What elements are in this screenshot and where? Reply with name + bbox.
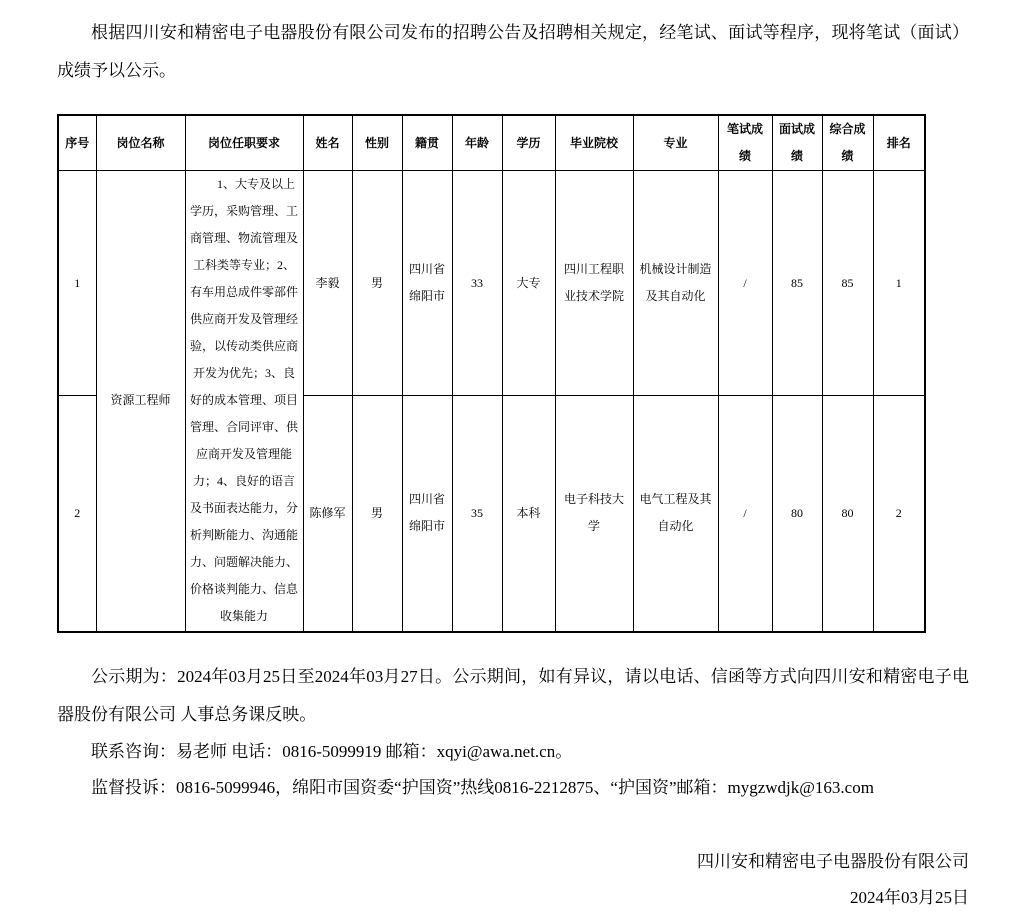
- col-header-name: 姓名: [303, 115, 352, 171]
- col-header-interview-score: 面试成绩: [772, 115, 822, 171]
- col-header-seq: 序号: [58, 115, 96, 171]
- cell-position-name: 资源工程师: [96, 171, 185, 632]
- cell-name: 陈修军: [303, 396, 352, 632]
- cell-school: 电子科技大学: [555, 396, 633, 632]
- signature-date: 2024年03月25日: [850, 887, 969, 907]
- cell-major: 机械设计制造及其自动化: [633, 171, 718, 396]
- col-header-hometown: 籍贯: [402, 115, 452, 171]
- cell-written-score: /: [718, 396, 772, 632]
- cell-seq: 2: [58, 396, 96, 632]
- results-table: [57, 114, 926, 633]
- cell-education: 本科: [502, 396, 555, 632]
- col-header-education: 学历: [502, 115, 555, 171]
- col-header-position: 岗位名称: [96, 115, 185, 171]
- table-row: [58, 171, 925, 396]
- cell-seq: 1: [58, 171, 96, 396]
- col-header-overall-score: 综合成绩: [822, 115, 873, 171]
- cell-name: 李毅: [303, 171, 352, 396]
- cell-hometown: 四川省绵阳市: [402, 396, 452, 632]
- col-header-written-score: 笔试成绩: [718, 115, 772, 171]
- cell-rank: 1: [873, 171, 925, 396]
- cell-overall-score: 80: [822, 396, 873, 632]
- col-header-school: 毕业院校: [555, 115, 633, 171]
- cell-major: 电气工程及其自动化: [633, 396, 718, 632]
- signature-company: 四川安和精密电子电器股份有限公司: [697, 851, 969, 871]
- cell-requirements: 1、大专及以上学历，采购管理、工商管理、物流管理及工科类等专业；2、有车用总成件零部件供应商开发及管理经验，以传动类供应商开发为优先；3、良好的成本管理、项目管理、合同评审、供应商开发及管理能力；4、良好的语言及书面表达能力，分析判断能力、沟通能力、问题解决能力、价格谈判能力、信息收集能力: [185, 171, 303, 632]
- public-notice-period-paragraph: 公示期为：2024年03月25日至2024年03月27日。公示期间，如有异议，请以电话、信函等方式向四川安和精密电子电器股份有限公司 人事总务课反映。: [57, 666, 969, 724]
- cell-gender: 男: [352, 396, 402, 632]
- cell-school: 四川工程职业技术学院: [555, 171, 633, 396]
- cell-written-score: /: [718, 171, 772, 396]
- col-header-age: 年龄: [452, 115, 502, 171]
- supervision-info-line: 监督投诉：0816-5099946，绵阳市国资委“护国资”热线0816-2212875、“护国资”邮箱：mygzwdjk@163.com: [91, 777, 874, 797]
- cell-education: 大专: [502, 171, 555, 396]
- contact-info-line: 联系咨询：易老师 电话：0816-5099919 邮箱：xqyi@awa.net.cn。: [91, 741, 573, 761]
- col-header-gender: 性别: [352, 115, 402, 171]
- col-header-rank: 排名: [873, 115, 925, 171]
- signature-block: [57, 844, 969, 916]
- cell-interview-score: 80: [772, 396, 822, 632]
- cell-rank: 2: [873, 396, 925, 632]
- cell-age: 33: [452, 171, 502, 396]
- table-header-row: [58, 115, 925, 171]
- col-header-requirements: 岗位任职要求: [185, 115, 303, 171]
- cell-interview-score: 85: [772, 171, 822, 396]
- cell-gender: 男: [352, 171, 402, 396]
- col-header-major: 专业: [633, 115, 718, 171]
- cell-hometown: 四川省绵阳市: [402, 171, 452, 396]
- cell-overall-score: 85: [822, 171, 873, 396]
- intro-paragraph: 根据四川安和精密电子电器股份有限公司发布的招聘公告及招聘相关规定，经笔试、面试等程序，现将笔试（面试）成绩予以公示。: [57, 23, 969, 80]
- cell-age: 35: [452, 396, 502, 632]
